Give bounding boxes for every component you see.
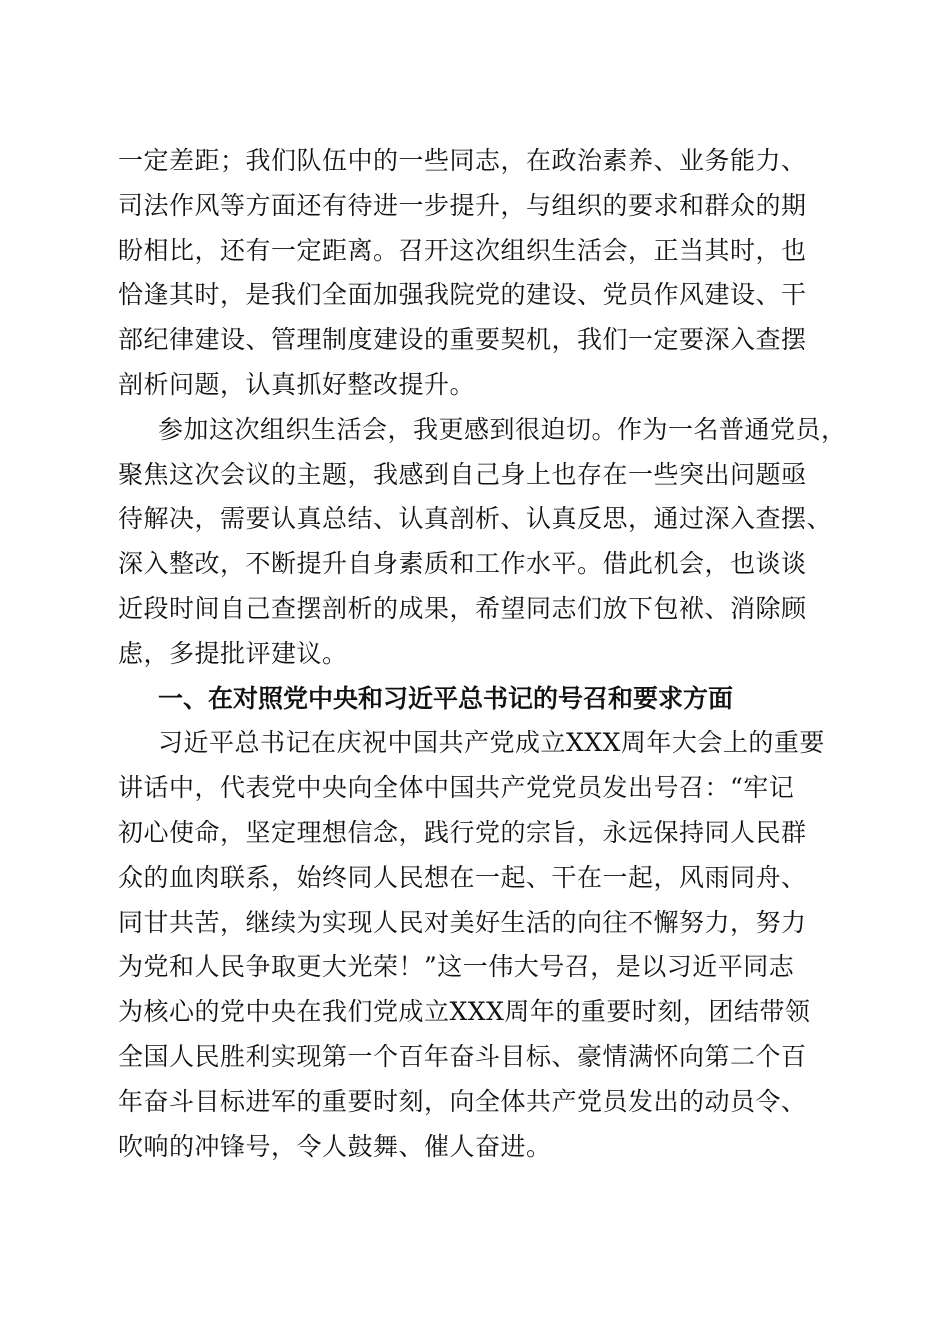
paragraph-line: 近段时间自己查摆剖析的成果，希望同志们放下包袱、消除顾 [118,593,807,623]
paragraph-line: 初心使命，坚定理想信念，践行党的宗旨，永远保持同人民群 [118,817,807,847]
paragraph-line: 盼相比，还有一定距离。召开这次组织生活会，正当其时，也 [118,235,807,265]
paragraph-line: 司法作风等方面还有待进一步提升，与组织的要求和群众的期 [118,190,807,220]
paragraph-line: 吹响的冲锋号，令人鼓舞、催人奋进。 [118,1131,552,1161]
paragraph-line: 年奋斗目标进军的重要时刻，向全体共产党员发出的动员令、 [118,1086,807,1116]
paragraph-line: 参加这次组织生活会，我更感到很迫切。作为一名普通党员， [158,414,847,444]
paragraph-line: 同甘共苦，继续为实现人民对美好生活的向往不懈努力，努力 [118,907,807,937]
paragraph-3 [118,721,833,1169]
paragraph-line: 为核心的党中央在我们党成立XXX周年的重要时刻，团结带领 [118,997,811,1027]
paragraph-line: 聚焦这次会议的主题，我感到自己身上也存在一些突出问题亟 [118,459,807,489]
paragraph-line: 讲话中，代表党中央向全体中国共产党党员发出号召：“牢记 [118,773,795,803]
paragraph-line: 恰逢其时，是我们全面加强我院党的建设、党员作风建设、干 [118,280,807,310]
paragraph-line: 部纪律建设、管理制度建设的重要契机，我们一定要深入查摆 [118,325,807,355]
paragraph-line: 虑，多提批评建议。 [118,638,348,668]
paragraph-2 [118,408,847,677]
paragraph-line: 习近平总书记在庆祝中国共产党成立XXX周年大会上的重要 [158,728,825,758]
document-page [118,139,847,1169]
paragraph-line: 一定差距；我们队伍中的一些同志，在政治素养、业务能力、 [118,146,807,175]
paragraph-line: 剖析问题，认真抓好整改提升。 [118,369,476,399]
paragraph-line: 待解决，需要认真总结、认真剖析、认真反思，通过深入查摆、 [118,504,833,534]
paragraph-1 [118,139,833,408]
paragraph-line: 为党和人民争取更大光荣！”这一伟大号召，是以习近平同志 [118,952,795,982]
paragraph-line: 众的血肉联系，始终同人民想在一起、干在一起，风雨同舟、 [118,862,807,892]
paragraph-line: 深入整改，不断提升自身素质和工作水平。借此机会，也谈谈 [118,549,807,579]
section-heading: 一、在对照党中央和习近平总书记的号召和要求方面 [158,683,734,713]
paragraph-line: 全国人民胜利实现第一个百年奋斗目标、豪情满怀向第二个百 [118,1041,807,1071]
